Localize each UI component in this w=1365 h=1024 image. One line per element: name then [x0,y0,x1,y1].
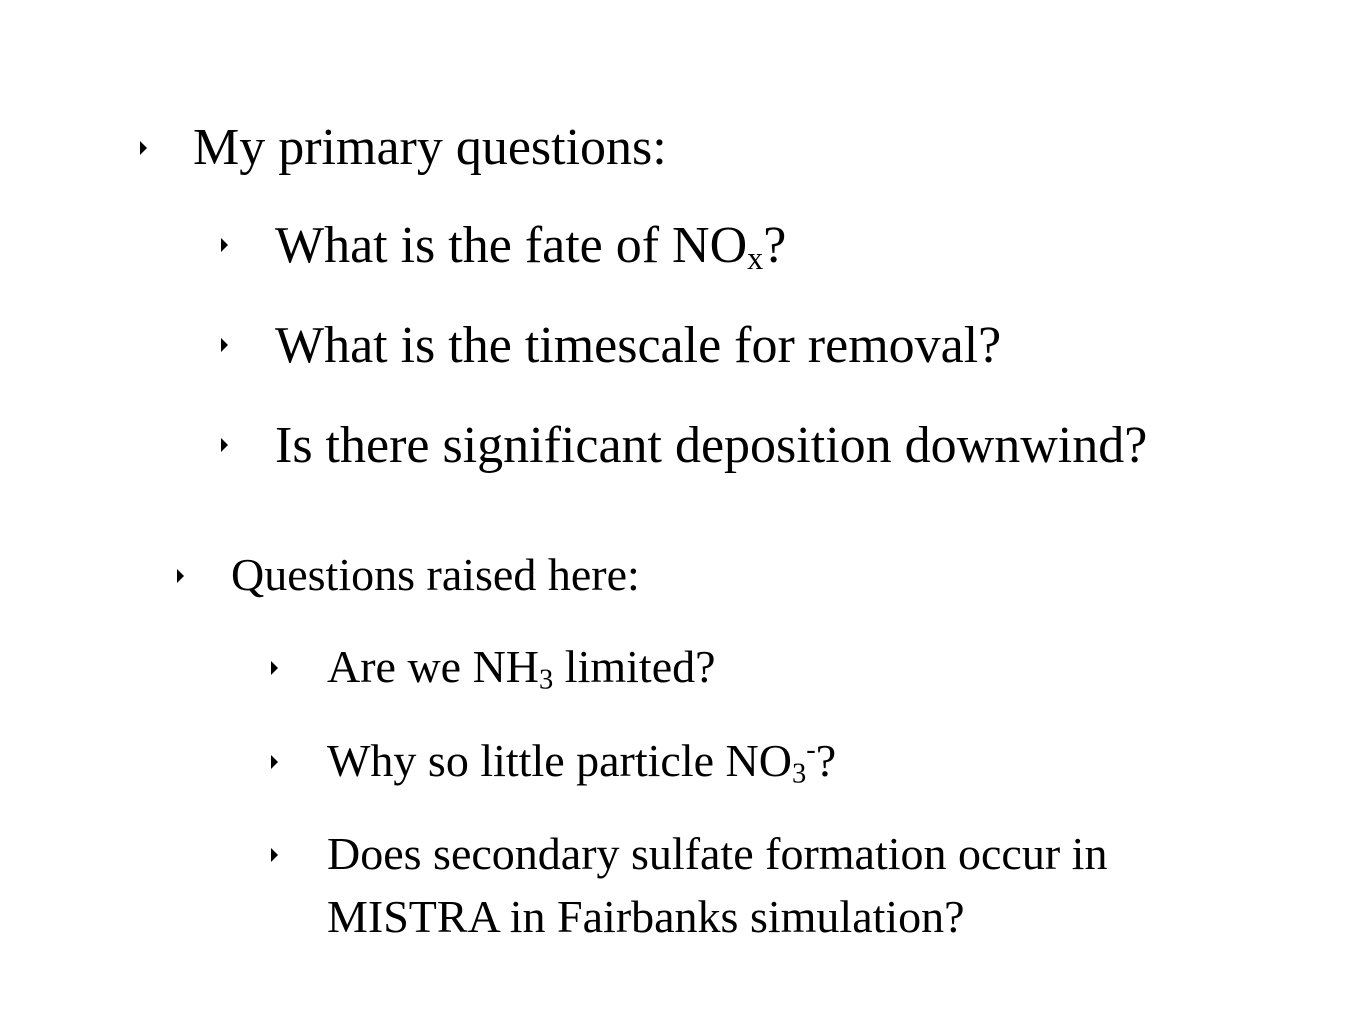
raised-item-sulfate-line2: MISTRA in Fairbanks simulation? [327,891,965,942]
primary-heading: My primary questions: [193,119,667,176]
raised-item-no3: Why so little particle $NO_3^-$? [327,734,837,790]
primary-item-fate: What is the fate of $NO_x$? [275,217,787,277]
bullet-icon [140,141,147,155]
raised-item-sulfate-line1: Does secondary sulfate formation occur in [327,828,1108,879]
bullet-icon [221,238,228,252]
raised-item-nh3: Are we $NH_3$ limited? [327,641,716,696]
primary-item-timescale: What is the timescale for removal? [275,317,1002,374]
bullet-icon [221,438,228,452]
bullet-icon [271,755,278,769]
primary-item-deposition: Is there significant deposition downwind? [275,417,1148,474]
bullet-icon [221,338,228,352]
raised-heading: Questions raised here: [231,549,640,600]
bullet-icon [177,569,184,583]
bullet-icon [271,848,278,862]
bullet-icon [271,661,278,675]
